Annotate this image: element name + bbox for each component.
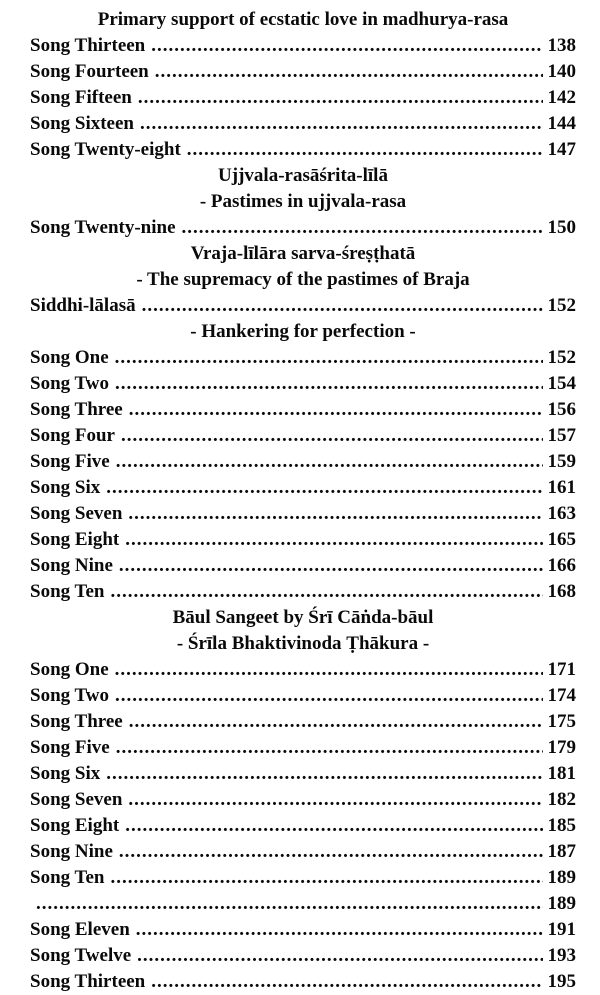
toc-entry [30,449,576,475]
dot-leader [116,449,543,475]
toc-entry-page: 154 [547,373,576,394]
toc-heading: Vraja-līlāra sarva-śreṣṭhatā [190,243,416,264]
toc-entry-title: Song One [30,659,109,680]
dot-leader [125,813,542,839]
toc-entry [30,969,576,995]
toc-entry-page: 189 [547,867,576,888]
toc-entry-title: Song Seven [30,503,123,524]
toc-entry-title: Song Thirteen [30,35,146,56]
dot-leader [136,917,543,943]
toc-entry-title: Song Four [30,425,115,446]
toc-entry [30,371,576,397]
dot-leader [155,59,543,85]
toc-entry-page: 157 [547,425,576,446]
toc-entry-page: 161 [547,477,576,498]
toc-entry-page: 152 [547,295,576,316]
toc-entry-page: 165 [547,529,576,550]
toc-entry-page: 166 [547,555,576,576]
toc-entry-page: 189 [547,893,576,914]
toc-heading: - Śrīla Bhaktivinoda Ṭhākura - [176,633,430,654]
toc-entry [30,943,576,969]
toc-entry-page: 175 [547,711,576,732]
toc-entry [30,397,576,423]
dot-leader [140,111,543,137]
toc-entry-title: Song Three [30,711,123,732]
toc-lines [30,7,576,995]
toc-entry-title: Song Seven [30,789,123,810]
toc-entry-page: 150 [547,217,576,238]
dot-leader [128,787,542,813]
toc-entry-title: Song Ten [30,581,105,602]
toc-entry [30,475,576,501]
toc-entry [30,787,576,813]
toc-entry [30,865,576,891]
dot-leader [121,423,543,449]
toc-heading: - The supremacy of the pastimes of Braja [136,269,470,290]
toc-entry-page: 142 [547,87,576,108]
toc-entry [30,813,576,839]
dot-leader [137,943,542,969]
dot-leader [119,839,543,865]
toc-entry [30,761,576,787]
dot-leader [115,683,542,709]
dot-leader [115,657,543,683]
toc-entry [30,839,576,865]
toc-entry [30,735,576,761]
toc-entry-page: 191 [547,919,576,940]
toc-entry-title: Song Twelve [30,945,132,966]
toc-entry-page: 185 [547,815,576,836]
dot-leader [129,397,543,423]
toc-entry-title: Song Eight [30,815,120,836]
toc-entry [30,501,576,527]
toc-entry-page: 159 [547,451,576,472]
dot-leader [182,215,543,241]
dot-leader [115,371,542,397]
toc-entry-page: 163 [547,503,576,524]
toc-entry [30,683,576,709]
toc-entry [30,59,576,85]
toc-entry-page: 179 [547,737,576,758]
toc-entry-page: 174 [547,685,576,706]
toc-entry-title: Song Thirteen [30,971,146,992]
toc-entry [30,891,576,917]
toc-entry-title: Song Nine [30,841,113,862]
dot-leader [36,891,543,917]
toc-entry-title: Song One [30,347,109,368]
toc-entry-page: 182 [547,789,576,810]
dot-leader [138,85,543,111]
toc-entry [30,579,576,605]
toc-entry [30,527,576,553]
toc-entry [30,215,576,241]
toc-entry-page: 147 [547,139,576,160]
toc-entry-page: 138 [547,35,576,56]
toc-heading: Ujjvala-rasāśrita-līlā [218,165,388,186]
dot-leader [110,579,542,605]
toc-entry-title: Song Fourteen [30,61,149,82]
toc-entry-page: 152 [547,347,576,368]
toc-entry-page: 181 [547,763,576,784]
toc-entry-title: Song Twenty-nine [30,217,176,238]
dot-leader [106,761,542,787]
dot-leader [128,501,542,527]
toc-entry-title: Song Five [30,451,110,472]
dot-leader [125,527,542,553]
toc-entry-title: Song Twenty-eight [30,139,181,160]
toc-entry-title: Song Fifteen [30,87,132,108]
toc-entry-page: 195 [547,971,576,992]
dot-leader [115,345,543,371]
toc-entry-title: Song Five [30,737,110,758]
toc-entry-title: Song Six [30,477,101,498]
dot-leader [110,865,542,891]
toc-entry-page: 140 [547,61,576,82]
toc-entry-title: Song Nine [30,555,113,576]
toc-entry [30,917,576,943]
dot-leader [129,709,543,735]
toc-entry [30,293,576,319]
toc-entry-title: Song Six [30,763,101,784]
toc-heading: - Pastimes in ujjvala-rasa [199,191,407,212]
toc-entry-title: Siddhi-lālasā [30,295,136,316]
toc-entry [30,33,576,59]
toc-entry [30,345,576,371]
toc-entry [30,423,576,449]
dot-leader [151,33,542,59]
dot-leader [119,553,543,579]
toc-heading: Bāul Sangeet by Śrī Cāṅda-bāul [172,607,434,628]
toc-entry [30,709,576,735]
toc-heading: - Hankering for perfection - [190,321,416,342]
dot-leader [116,735,543,761]
toc-entry [30,137,576,163]
toc-entry [30,85,576,111]
toc-heading: Primary support of ecstatic love in madhurya-rasa [97,9,509,30]
toc-entry [30,111,576,137]
toc-entry-page: 168 [547,581,576,602]
toc-entry-title: Song Two [30,373,110,394]
toc-entry [30,657,576,683]
toc-entry [30,553,576,579]
dot-leader [142,293,543,319]
toc-entry-page: 193 [547,945,576,966]
toc-entry-page: 156 [547,399,576,420]
dot-leader [106,475,542,501]
toc-entry-title: Song Three [30,399,123,420]
toc-entry-title: Song Ten [30,867,105,888]
toc-entry-title: Song Two [30,685,110,706]
toc-entry-title: Song Eight [30,529,120,550]
dot-leader [187,137,543,163]
toc-entry-title: Song Eleven [30,919,130,940]
toc-entry-page: 144 [547,113,576,134]
toc-entry-page: 187 [547,841,576,862]
dot-leader [151,969,542,995]
toc-entry-title: Song Sixteen [30,113,134,134]
toc-entry-page: 171 [547,659,576,680]
